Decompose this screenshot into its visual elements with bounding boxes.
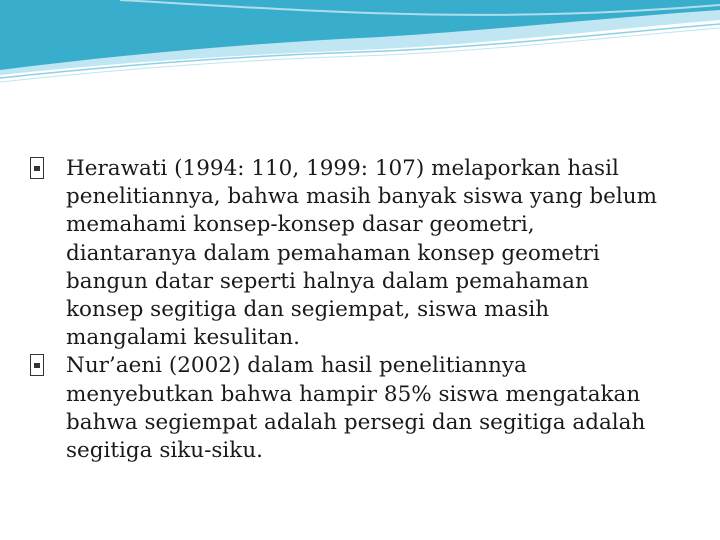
bullet-line: Herawati (1994: 110, 1999: 107) melaporkan hasil: [66, 156, 619, 181]
bullet-list: [30, 155, 690, 465]
missing-glyph-box-icon: [30, 157, 44, 179]
bullet-item-nuraeni: [30, 352, 690, 465]
bullet-line: Nur’aeni (2002) dalam hasil penelitiannya: [66, 353, 527, 379]
bullet-line: memahami konsep-konsep dasar geometri,: [66, 212, 535, 238]
bullet-line: menyebutkan bahwa hampir 85% siswa mengatakan: [66, 381, 641, 407]
bullet-line: diantaranya dalam pemahaman konsep geometri: [66, 240, 600, 266]
bullet-line: segitiga siku-siku.: [66, 438, 263, 464]
bullet-line: konsep segitiga dan segiempat, siswa masih: [66, 297, 550, 323]
bullet-line: bangun datar seperti halnya dalam pemahaman: [66, 268, 589, 294]
header-wave-decoration: [0, 0, 720, 100]
bullet-line: bahwa segiempat adalah persegi dan segitiga adalah: [66, 409, 646, 435]
bullet-line: penelitiannya, bahwa masih banyak siswa yang belum: [66, 184, 658, 210]
bullet-item-herawati: [30, 155, 690, 352]
bullet-line: mangalami kesulitan.: [66, 325, 300, 351]
missing-glyph-box-icon: [30, 354, 44, 376]
